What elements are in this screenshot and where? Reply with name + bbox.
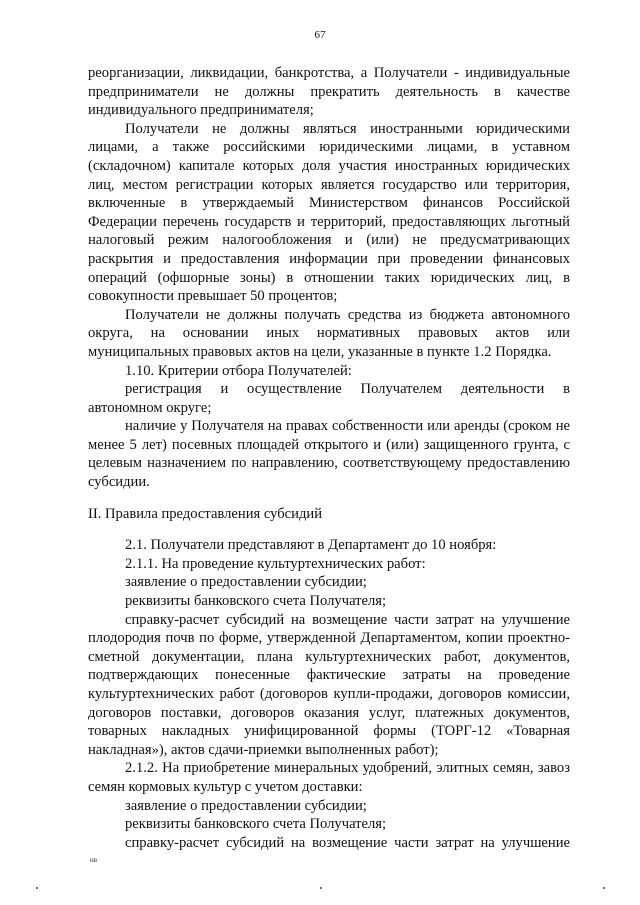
- scan-speck: [603, 887, 605, 889]
- scan-speck: [320, 887, 322, 889]
- paragraph-group-2: [88, 536, 570, 852]
- paragraph: реквизиты банковского счета Получателя;: [125, 816, 387, 833]
- scan-speck: [36, 887, 38, 889]
- paragraph: реорганизации, ликвидации, банкротства, а Получатели - индивидуальные предприниматели не должны прекратить деятельность в качестве индивидуального предпринимателя;: [88, 65, 570, 119]
- footer-mark: нв: [90, 856, 98, 864]
- paragraph: 2.1.1. На проведение культуртехнических работ:: [125, 555, 426, 572]
- paragraph: справку-расчет субсидий на возмещение части затрат на улучшение плодородия почв по форме, утвержденной Департаментом, копии проектно-сметной документации, плана культуртехнических работ, документов, подтверждающих понесенные фактические затраты на проведение культуртехнических работ (договоров купли-продажи, договоров комиссии, договоров поставки, договоров оказания услуг, платежных документов, товарных накладных унифицированной формы (ТОРГ-12 «Товарная накладная»), актов сдачи-приемки выполненных работ);: [88, 611, 570, 758]
- paragraph: 1.10. Критерии отбора Получателей:: [125, 362, 352, 379]
- section-heading: II. Правила предоставления субсидий: [88, 505, 323, 522]
- paragraph: 2.1. Получатели представляют в Департамент до 10 ноября:: [125, 537, 497, 554]
- paragraph: Получатели не должны являться иностранными юридическими лицами, а также российскими юридическими лицами, в уставном (складочном) капитале которых доля участия иностранных юридических лиц, местом регистрации которых является государство или территория, включенные в утверждаемый Министерством финансов Российской Федерации перечень государств и территорий, предоставляющих льготный налоговый режим налогообложения и (или) не предусматривающих раскрытия и предоставления информации при проведении финансовых операций (офшорные зоны) в отношении таких юридических лиц, в совокупности превышает 50 процентов;: [88, 120, 570, 305]
- paragraph: Получатели не должны получать средства из бюджета автономного округа, на основании иных нормативных правовых актов или муниципальных правовых актов на цели, указанные в пункте 1.2 Порядка.: [88, 306, 570, 360]
- page-number: 67: [314, 29, 326, 41]
- paragraph-group-1: [88, 64, 570, 492]
- paragraph: 2.1.2. На приобретение минеральных удобрений, элитных семян, завоз семян кормовых культур с учетом доставки:: [88, 760, 570, 795]
- paragraph: заявление о предоставлении субсидии;: [125, 574, 367, 591]
- paragraph: регистрация и осуществление Получателем деятельности в автономном округе;: [88, 381, 570, 416]
- paragraph: наличие у Получателя на правах собственности или аренды (сроком не менее 5 лет) посевных площадей открытого и (или) защищенного грунта, с целевым назначением по направлению, соответствующему предоставлению субсидии.: [88, 418, 570, 491]
- paragraph: заявление о предоставлении субсидии;: [125, 797, 367, 814]
- paragraph: реквизиты банковского счета Получателя;: [125, 593, 387, 610]
- document-body: [88, 64, 570, 852]
- paragraph: справку-расчет субсидий на возмещение части затрат на улучшение: [125, 834, 570, 851]
